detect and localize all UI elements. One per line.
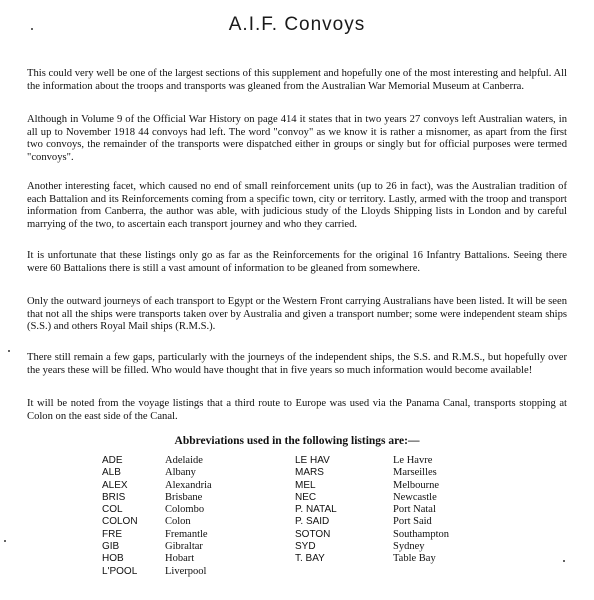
abbreviation-code: COLON xyxy=(102,516,138,528)
abbreviation-item xyxy=(102,467,212,479)
abbreviation-code: ADE xyxy=(102,455,123,466)
abbreviation-item xyxy=(102,516,212,528)
abbreviation-code: HOB xyxy=(102,553,124,565)
abbreviation-item xyxy=(295,480,449,492)
abbreviation-name: Port Said xyxy=(393,516,432,528)
abbreviation-name: Sydney xyxy=(393,541,425,553)
paragraph-reinforcements: Another interesting facet, which caused no end of small reinforcement units (up to 26 in fact), was the Australian tradition of each Battalion and its Reinforcements coming from a specific town, city or territory. Lastly, armed with the troop and transport information from Canberra, the author was able, with judicious study of the Lloyds Shipping lists in London and by careful marrying of the two, to ascertain each transport journey and who they carried. xyxy=(27,181,567,230)
abbreviation-item xyxy=(295,504,449,516)
abbreviation-item xyxy=(102,455,212,467)
abbreviation-name: Colombo xyxy=(165,504,205,516)
abbreviation-item xyxy=(295,529,449,541)
paragraph-outward-journeys: Only the outward journeys of each transport to Egypt or the Western Front carrying Australians have been listed. It will be seen that not all the ships were transports taken over by Australia and given a transport number; some were independent steam ships (S.S.) and others Royal Mail ships (R.M.S.). xyxy=(27,296,567,333)
abbreviations-list-left xyxy=(102,455,212,578)
abbreviations-heading: Abbreviations used in the following listings are:— xyxy=(174,435,420,447)
paragraph-battalions: It is unfortunate that these listings only go as far as the Reinforcements for the original 16 Infantry Battalions. Seeing there were 60 Battalions there is still a vast amount of information to be gleaned from somewhere. xyxy=(27,250,567,274)
abbreviation-name: Albany xyxy=(165,467,196,479)
scan-speck xyxy=(4,540,6,542)
paragraph-panama: It will be noted from the voyage listings that a third route to Europe was used via the Panama Canal, transports stopping at Colon on the east side of the Canal. xyxy=(27,398,567,422)
abbreviation-name: Southampton xyxy=(393,528,450,540)
abbreviation-name: Table Bay xyxy=(393,553,436,565)
abbreviation-code: FRE xyxy=(102,528,122,540)
abbreviation-code: BRIS xyxy=(102,491,126,503)
abbreviations-list-right xyxy=(295,455,449,566)
abbreviation-name: Liverpool xyxy=(165,565,207,577)
abbreviation-code: P. NATAL xyxy=(295,504,337,516)
abbreviation-item xyxy=(102,541,212,553)
abbreviation-name: Le Havre xyxy=(393,455,433,466)
abbreviation-code: T. BAY xyxy=(295,553,325,565)
abbreviation-name: Adelaide xyxy=(165,455,203,466)
abbreviation-name: Alexandria xyxy=(165,479,212,491)
abbreviation-code: NEC xyxy=(295,491,317,503)
abbreviation-item xyxy=(295,516,449,528)
scan-speck xyxy=(563,560,565,562)
abbreviation-item xyxy=(295,492,449,504)
paragraph-intro: This could very well be one of the largest sections of this supplement and hopefully one of the most interesting and helpful. All the information about the troops and transports was gleaned from the Australian War Memorial Museum at Canberra. xyxy=(27,68,567,92)
abbreviation-item xyxy=(102,566,212,578)
abbreviation-code: GIB xyxy=(102,541,120,553)
abbreviation-code: MARS xyxy=(295,467,324,479)
abbreviation-item xyxy=(102,553,212,565)
abbreviation-item xyxy=(102,529,212,541)
abbreviation-item xyxy=(295,467,449,479)
abbreviation-code: SYD xyxy=(295,541,316,553)
abbreviation-code: MEL xyxy=(295,479,316,491)
scan-speck xyxy=(8,350,10,352)
abbreviation-item xyxy=(102,504,212,516)
abbreviation-code: L'POOL xyxy=(102,565,138,577)
abbreviation-code: LE HAV xyxy=(295,455,330,466)
abbreviation-code: ALEX xyxy=(102,479,128,491)
abbreviation-code: SOTON xyxy=(295,528,331,540)
abbreviation-code: P. SAID xyxy=(295,516,330,528)
abbreviation-code: ALB xyxy=(102,467,121,479)
abbreviation-item xyxy=(102,480,212,492)
abbreviation-code: COL xyxy=(102,504,123,516)
abbreviation-item xyxy=(102,492,212,504)
abbreviation-item xyxy=(295,455,449,467)
abbreviation-item xyxy=(295,553,449,565)
abbreviation-name: Newcastle xyxy=(393,491,437,503)
paragraph-convoys: Although in Volume 9 of the Official War History on page 414 it states that in two years 27 convoys left Australian waters, in all up to November 1918 44 convoys had left. The word "convoy" as we know it is rather a misnomer, as apart from the first two convoys, the remainder of the transports were dispatched either in groups or singly but for official purposes were termed "convoys". xyxy=(27,114,567,163)
abbreviation-name: Hobart xyxy=(165,553,195,565)
paragraph-gaps: There still remain a few gaps, particularly with the journeys of the independent ships, the S.S. and R.M.S., but hopefully over the years these will be filled. Who would have thought that in five years so much information would become available! xyxy=(27,352,567,376)
abbreviation-name: Port Natal xyxy=(393,504,436,516)
abbreviation-name: Brisbane xyxy=(165,491,203,503)
abbreviation-name: Gibraltar xyxy=(165,541,203,553)
abbreviation-item xyxy=(295,541,449,553)
scan-speck xyxy=(31,28,33,30)
abbreviation-name: Colon xyxy=(165,516,191,528)
abbreviation-name: Marseilles xyxy=(393,467,437,479)
abbreviation-name: Fremantle xyxy=(165,528,208,540)
abbreviation-name: Melbourne xyxy=(393,479,440,491)
page-title: A.I.F. Convoys xyxy=(228,14,366,35)
